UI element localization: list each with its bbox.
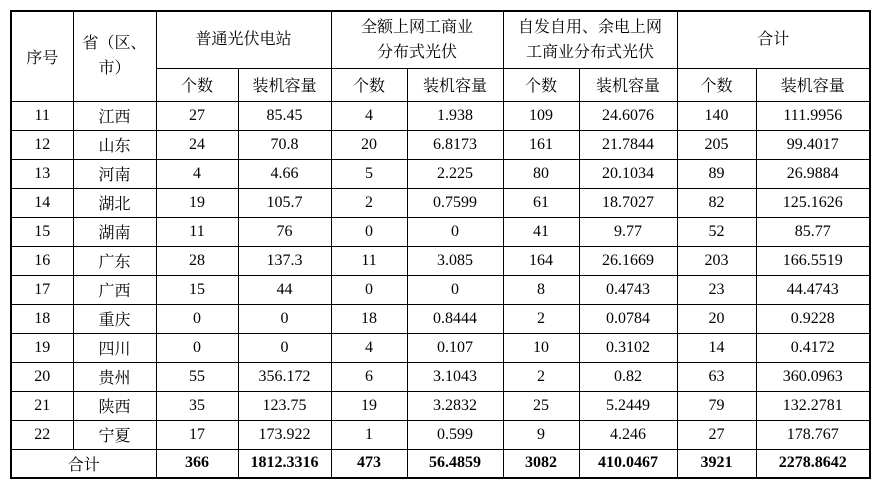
cell-count: 2 <box>503 362 579 391</box>
subheader-count: 个数 <box>156 68 238 101</box>
cell-count: 63 <box>677 362 756 391</box>
cell-count: 0 <box>331 275 407 304</box>
header-province-line1: 省（区、 <box>82 35 147 53</box>
cell-count: 2 <box>503 304 579 333</box>
cell-serial: 14 <box>11 188 73 217</box>
cell-capacity: 85.77 <box>756 217 870 246</box>
cell-count: 4 <box>331 101 407 130</box>
cell-capacity: 3.1043 <box>407 362 503 391</box>
cell-serial: 16 <box>11 246 73 275</box>
header-group-row <box>11 11 870 68</box>
cell-capacity: 0.7599 <box>407 188 503 217</box>
cell-count: 27 <box>677 420 756 449</box>
cell-serial: 19 <box>11 333 73 362</box>
cell-capacity: 20.1034 <box>579 159 677 188</box>
cell-province: 重庆 <box>73 304 156 333</box>
cell-capacity: 0.9228 <box>756 304 870 333</box>
header-group-full-grid-line2: 分布式光伏 <box>377 43 458 61</box>
cell-serial: 17 <box>11 275 73 304</box>
cell-serial: 12 <box>11 130 73 159</box>
cell-capacity: 0.0784 <box>579 304 677 333</box>
cell-capacity: 0 <box>407 275 503 304</box>
subheader-count: 个数 <box>503 68 579 101</box>
cell-capacity: 105.7 <box>238 188 331 217</box>
table-row <box>11 420 870 449</box>
cell-province: 广西 <box>73 275 156 304</box>
cell-capacity: 3.2832 <box>407 391 503 420</box>
cell-capacity: 356.172 <box>238 362 331 391</box>
subheader-count: 个数 <box>331 68 407 101</box>
total-capacity: 1812.3316 <box>238 449 331 478</box>
cell-count: 61 <box>503 188 579 217</box>
cell-count: 24 <box>156 130 238 159</box>
table-row <box>11 188 870 217</box>
cell-capacity: 44.4743 <box>756 275 870 304</box>
cell-capacity: 3.085 <box>407 246 503 275</box>
cell-capacity: 0.8444 <box>407 304 503 333</box>
cell-count: 9 <box>503 420 579 449</box>
cell-count: 11 <box>156 217 238 246</box>
cell-count: 79 <box>677 391 756 420</box>
cell-count: 89 <box>677 159 756 188</box>
header-group-self-use-line2: 工商业分布式光伏 <box>526 43 655 61</box>
cell-count: 164 <box>503 246 579 275</box>
cell-count: 0 <box>156 304 238 333</box>
cell-count: 35 <box>156 391 238 420</box>
cell-capacity: 178.767 <box>756 420 870 449</box>
cell-serial: 20 <box>11 362 73 391</box>
cell-capacity: 0.4172 <box>756 333 870 362</box>
cell-count: 52 <box>677 217 756 246</box>
cell-count: 80 <box>503 159 579 188</box>
cell-serial: 22 <box>11 420 73 449</box>
header-group-self-use-line1: 自发自用、余电上网 <box>518 18 663 36</box>
cell-capacity: 132.2781 <box>756 391 870 420</box>
cell-province: 陕西 <box>73 391 156 420</box>
total-row <box>11 449 870 478</box>
header-group-full-grid-pv <box>331 11 503 68</box>
cell-province: 广东 <box>73 246 156 275</box>
cell-province: 河南 <box>73 159 156 188</box>
cell-count: 0 <box>331 217 407 246</box>
cell-capacity: 137.3 <box>238 246 331 275</box>
header-group-full-grid-line1: 全额上网工商业 <box>361 18 474 36</box>
subheader-capacity: 装机容量 <box>579 68 677 101</box>
cell-capacity: 99.4017 <box>756 130 870 159</box>
pv-statistics-table <box>10 10 871 479</box>
cell-count: 11 <box>331 246 407 275</box>
table-row <box>11 101 870 130</box>
cell-capacity: 2.225 <box>407 159 503 188</box>
table-row <box>11 391 870 420</box>
cell-count: 203 <box>677 246 756 275</box>
total-count: 366 <box>156 449 238 478</box>
cell-capacity: 0.4743 <box>579 275 677 304</box>
cell-province: 四川 <box>73 333 156 362</box>
cell-capacity: 111.9956 <box>756 101 870 130</box>
cell-capacity: 4.246 <box>579 420 677 449</box>
cell-capacity: 0.107 <box>407 333 503 362</box>
cell-count: 0 <box>156 333 238 362</box>
header-group-ordinary-pv-label: 普通光伏电站 <box>195 31 292 49</box>
cell-capacity: 0 <box>238 333 331 362</box>
cell-count: 41 <box>503 217 579 246</box>
header-province-line2: 市） <box>98 60 131 78</box>
cell-capacity: 9.77 <box>579 217 677 246</box>
cell-count: 18 <box>331 304 407 333</box>
cell-capacity: 21.7844 <box>579 130 677 159</box>
table-row <box>11 217 870 246</box>
header-group-total <box>677 11 870 68</box>
cell-capacity: 24.6076 <box>579 101 677 130</box>
cell-count: 4 <box>331 333 407 362</box>
cell-capacity: 360.0963 <box>756 362 870 391</box>
cell-capacity: 5.2449 <box>579 391 677 420</box>
cell-count: 14 <box>677 333 756 362</box>
total-capacity: 410.0467 <box>579 449 677 478</box>
cell-province: 江西 <box>73 101 156 130</box>
cell-capacity: 0.599 <box>407 420 503 449</box>
cell-count: 82 <box>677 188 756 217</box>
cell-count: 20 <box>677 304 756 333</box>
cell-capacity: 166.5519 <box>756 246 870 275</box>
cell-count: 19 <box>331 391 407 420</box>
cell-count: 8 <box>503 275 579 304</box>
cell-serial: 11 <box>11 101 73 130</box>
cell-count: 28 <box>156 246 238 275</box>
subheader-count: 个数 <box>677 68 756 101</box>
cell-province: 湖南 <box>73 217 156 246</box>
header-serial: 序号 <box>11 11 73 101</box>
cell-capacity: 0.3102 <box>579 333 677 362</box>
cell-count: 10 <box>503 333 579 362</box>
subheader-capacity: 装机容量 <box>407 68 503 101</box>
table-row <box>11 362 870 391</box>
table-row <box>11 304 870 333</box>
cell-count: 205 <box>677 130 756 159</box>
total-count: 3082 <box>503 449 579 478</box>
cell-serial: 15 <box>11 217 73 246</box>
cell-capacity: 0.82 <box>579 362 677 391</box>
table-row <box>11 246 870 275</box>
cell-count: 6 <box>331 362 407 391</box>
cell-capacity: 76 <box>238 217 331 246</box>
cell-capacity: 26.9884 <box>756 159 870 188</box>
cell-capacity: 26.1669 <box>579 246 677 275</box>
cell-province: 山东 <box>73 130 156 159</box>
total-capacity: 2278.8642 <box>756 449 870 478</box>
cell-count: 23 <box>677 275 756 304</box>
cell-count: 4 <box>156 159 238 188</box>
cell-count: 20 <box>331 130 407 159</box>
cell-province: 宁夏 <box>73 420 156 449</box>
table-row <box>11 275 870 304</box>
cell-count: 2 <box>331 188 407 217</box>
cell-capacity: 44 <box>238 275 331 304</box>
cell-province: 湖北 <box>73 188 156 217</box>
header-group-ordinary-pv <box>156 11 331 68</box>
header-group-total-label: 合计 <box>757 31 790 49</box>
cell-capacity: 85.45 <box>238 101 331 130</box>
cell-serial: 13 <box>11 159 73 188</box>
header-group-self-use-pv <box>503 11 677 68</box>
subheader-capacity: 装机容量 <box>238 68 331 101</box>
cell-capacity: 1.938 <box>407 101 503 130</box>
cell-serial: 18 <box>11 304 73 333</box>
cell-capacity: 125.1626 <box>756 188 870 217</box>
cell-count: 161 <box>503 130 579 159</box>
cell-count: 109 <box>503 101 579 130</box>
cell-capacity: 0 <box>407 217 503 246</box>
table-row <box>11 333 870 362</box>
cell-count: 1 <box>331 420 407 449</box>
cell-count: 19 <box>156 188 238 217</box>
cell-serial: 21 <box>11 391 73 420</box>
cell-capacity: 0 <box>238 304 331 333</box>
total-count: 473 <box>331 449 407 478</box>
cell-count: 55 <box>156 362 238 391</box>
cell-count: 27 <box>156 101 238 130</box>
header-province <box>73 11 156 101</box>
total-label: 合计 <box>11 449 156 478</box>
cell-count: 15 <box>156 275 238 304</box>
cell-count: 25 <box>503 391 579 420</box>
total-capacity: 56.4859 <box>407 449 503 478</box>
cell-count: 140 <box>677 101 756 130</box>
cell-capacity: 6.8173 <box>407 130 503 159</box>
cell-capacity: 4.66 <box>238 159 331 188</box>
subheader-capacity: 装机容量 <box>756 68 870 101</box>
table-row <box>11 130 870 159</box>
cell-capacity: 123.75 <box>238 391 331 420</box>
cell-capacity: 18.7027 <box>579 188 677 217</box>
cell-capacity: 70.8 <box>238 130 331 159</box>
cell-count: 17 <box>156 420 238 449</box>
table-row <box>11 159 870 188</box>
cell-count: 5 <box>331 159 407 188</box>
cell-province: 贵州 <box>73 362 156 391</box>
total-count: 3921 <box>677 449 756 478</box>
cell-capacity: 173.922 <box>238 420 331 449</box>
